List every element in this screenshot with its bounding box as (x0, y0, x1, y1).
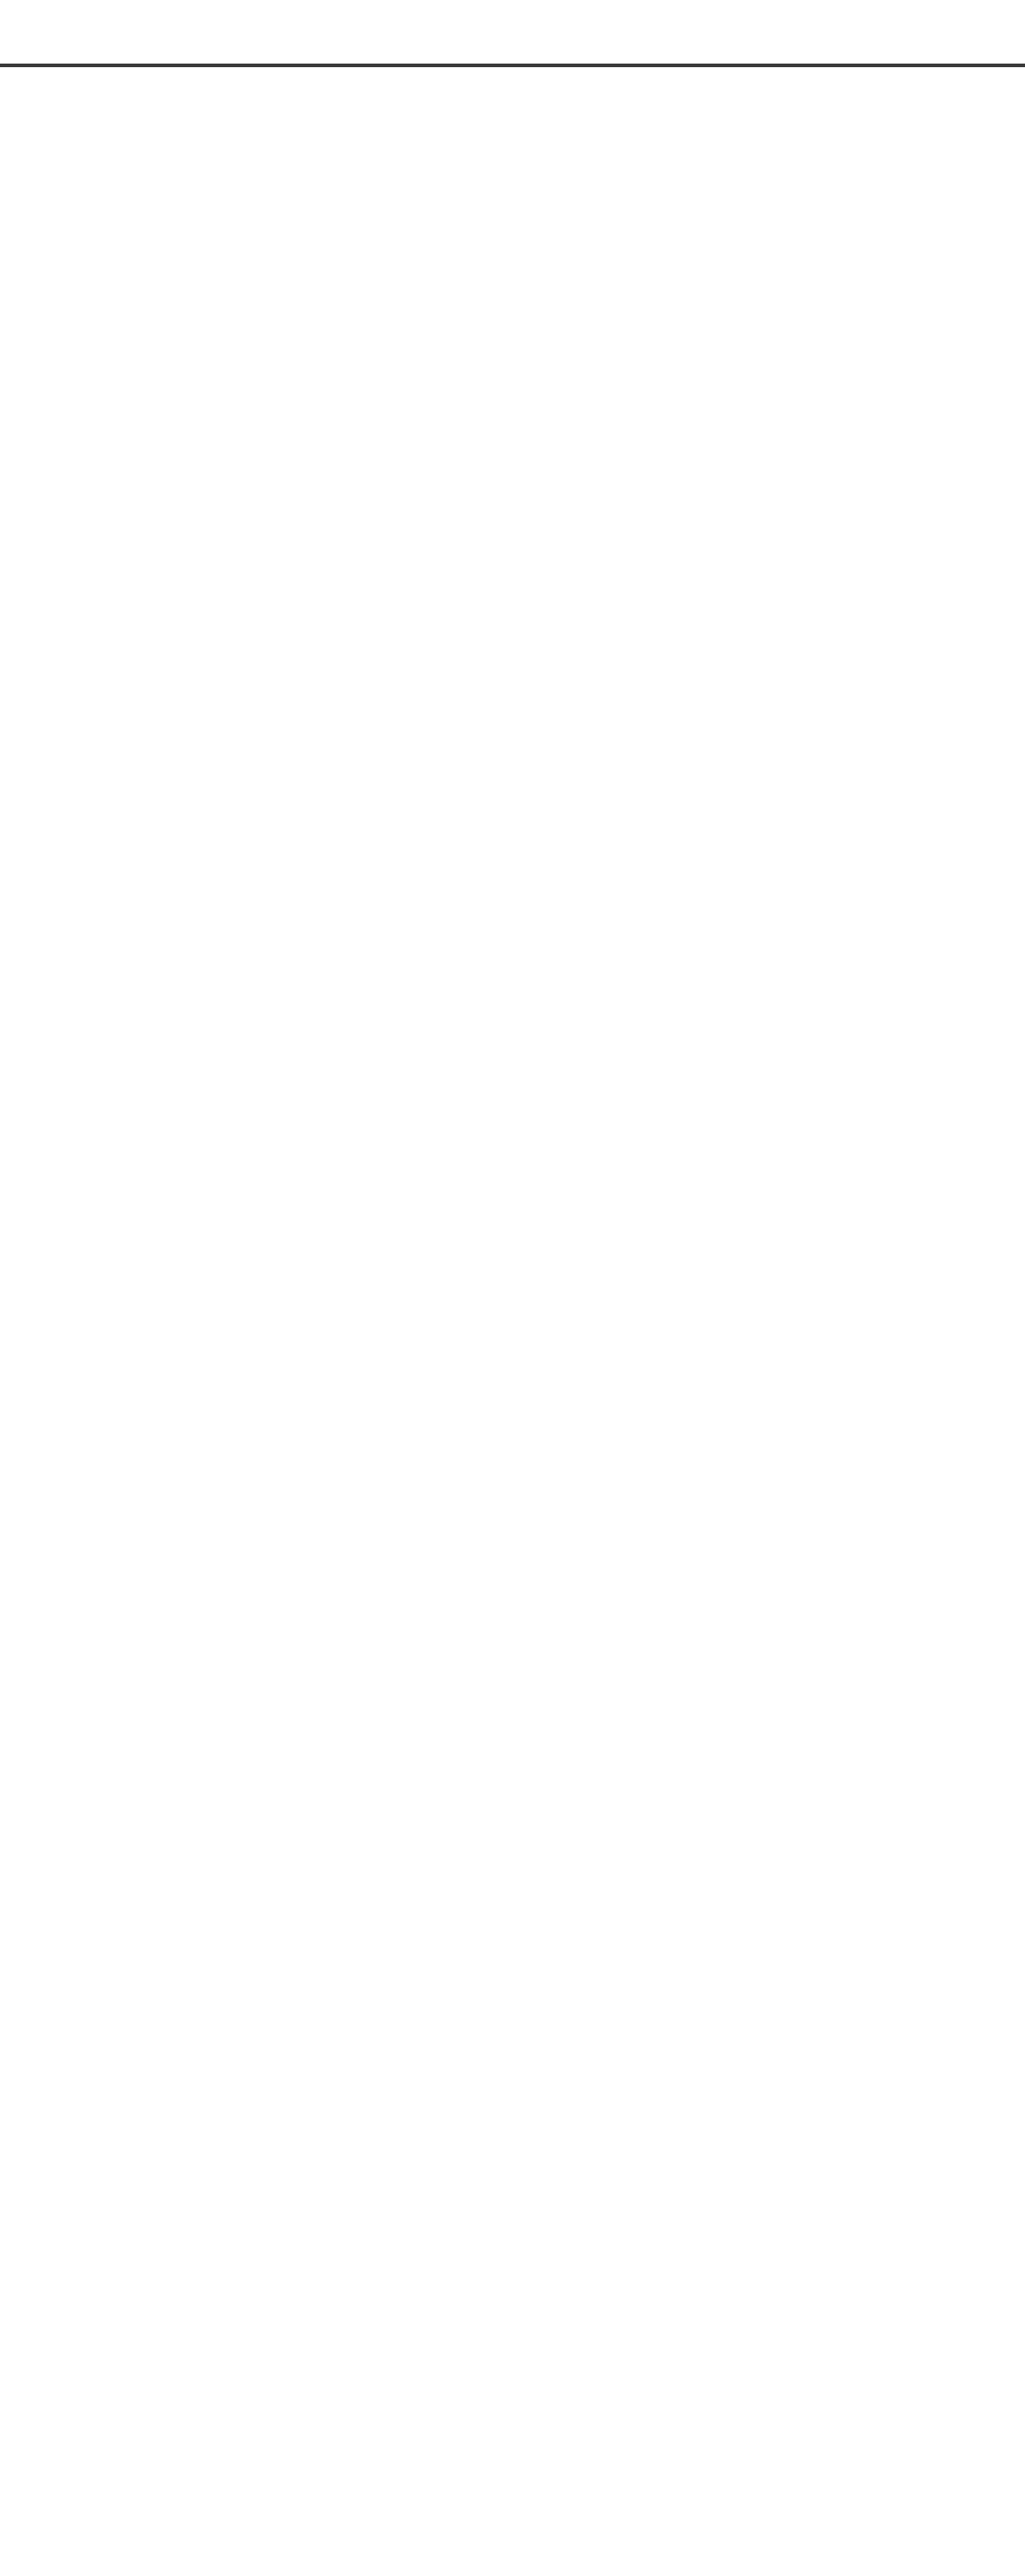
header-sn (0, 0, 30, 64)
header-outcomes (747, 0, 1025, 64)
studies-table (0, 0, 1025, 65)
table-bottom-rule (0, 65, 1025, 67)
header-intervention (530, 0, 747, 64)
table-header (0, 0, 1025, 64)
header-sample-size (167, 0, 305, 64)
header-participants (305, 0, 530, 64)
header-study-id (30, 0, 167, 64)
